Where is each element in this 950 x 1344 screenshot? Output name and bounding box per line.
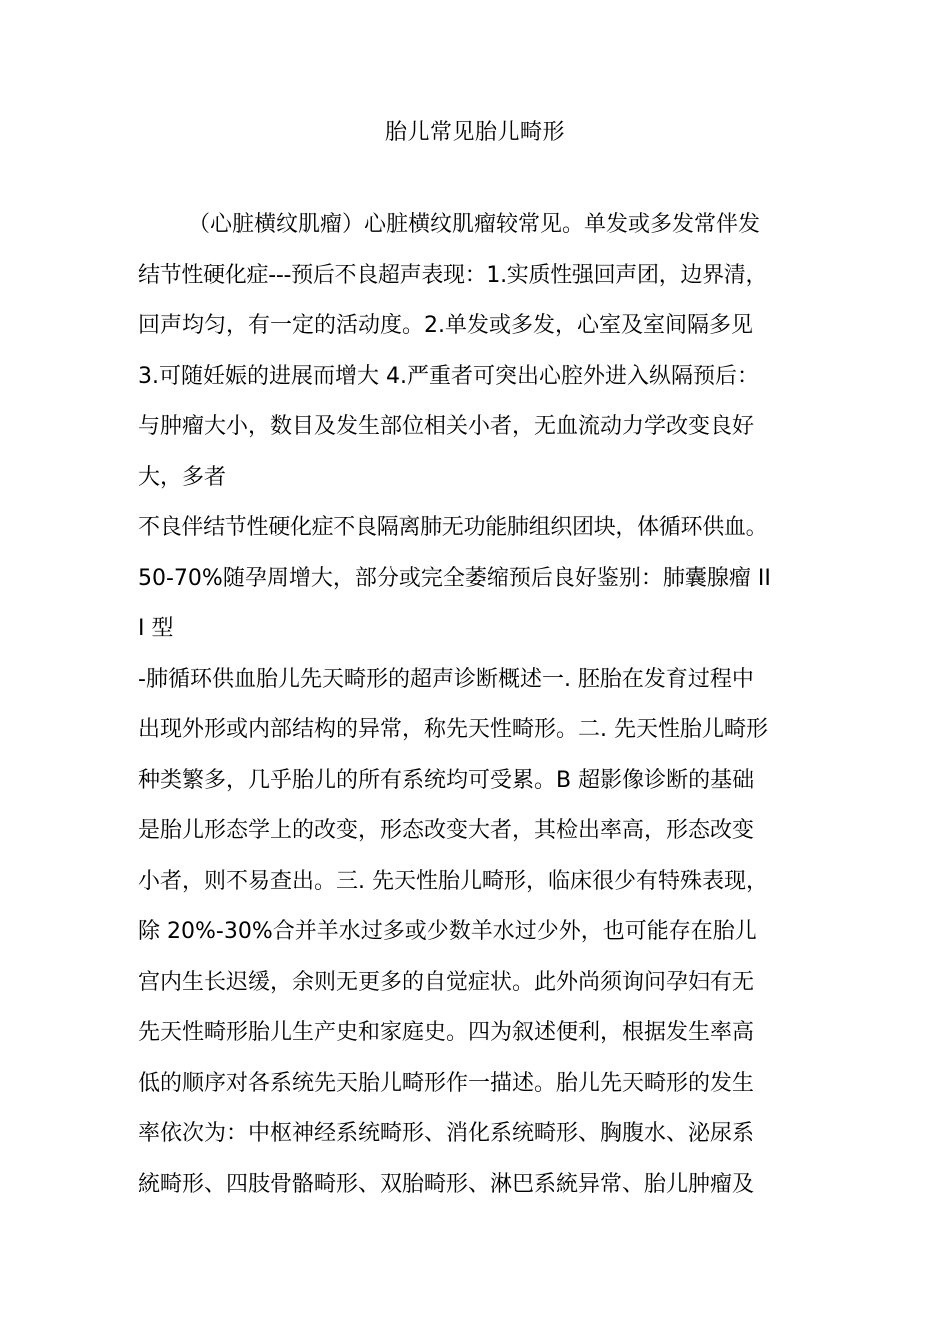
text-line: （心脏横纹肌瘤）心脏横纹肌瘤较常见。单发或多发常伴发 [188, 212, 761, 237]
text-line: I 型 [138, 616, 174, 641]
text-line: 结节性硬化症---预后不良超声表现：1.实质性强回声团，边界清， [138, 262, 768, 288]
text-line: 3.可随妊娠的进展而增大 4.严重者可突出心腔外进入纵隔预后： [138, 363, 759, 389]
text-line: 小者，则不易查出。三. 先天性胎儿畸形，临床很少有特殊表现， [138, 868, 768, 894]
text-line: 回声均匀，有一定的活动度。2.单发或多发，心室及室间隔多见 [138, 313, 753, 338]
text-line: 除 20%-30%合并羊水过多或少数羊水过少外，也可能存在胎儿 [138, 919, 757, 944]
text-line: 与肿瘤大小，数目及发生部位相关小者，无血流动力学改变良好 [138, 414, 755, 439]
text-line: -肺循环供血胎儿先天畸形的超声诊断概述一. 胚胎在发育过程中 [138, 666, 754, 692]
document-title: 胎儿常见胎儿畸形 [384, 120, 565, 145]
text-line: 种类繁多，几乎胎儿的所有系统均可受累。B 超影像诊断的基础 [138, 767, 755, 793]
text-line: 出现外形或内部结构的异常，称先天性畸形。二. 先天性胎儿畸形 [138, 717, 768, 742]
text-line: 低的顺序对各系统先天胎儿畸形作一描述。胎儿先天畸形的发生 [138, 1070, 755, 1096]
text-line: 是胎儿形态学上的改变，形态改变大者，其检出率高，形态改变 [138, 818, 755, 843]
text-line: 率依次为：中枢神经系统畸形、消化系统畸形、胸腹水、泌尿系 [138, 1121, 755, 1146]
text-line: 不良伴结节性硬化症不良隔离肺无功能肺组织团块，体循环供血。 [138, 515, 768, 540]
text-line: 宫内生长迟缓，余则无更多的自觉症状。此外尚须询问孕妇有无 [138, 969, 755, 995]
text-line: 統畸形、四肢骨骼畸形、双胎畸形、淋巴系統异常、胎儿肿瘤及 [138, 1171, 755, 1197]
document-body [138, 206, 828, 1216]
text-line: 大，多者 [138, 464, 227, 490]
text-line: 50-70%随孕周增大，部分或完全萎缩预后良好鉴别：肺囊腺瘤 II [138, 565, 771, 591]
text-line: 先天性畸形胎儿生产史和家庭史。四为叙述便利，根据发生率高 [138, 1020, 755, 1045]
